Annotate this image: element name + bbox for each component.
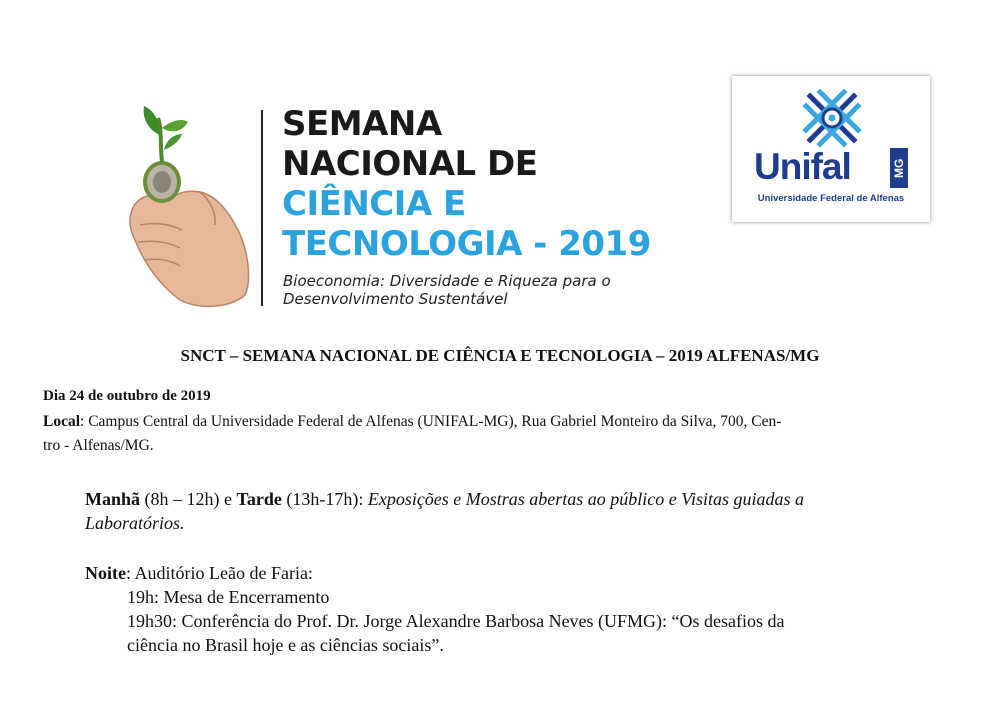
event-subtitle-line: Desenvolvimento Sustentável <box>283 290 508 308</box>
event-schedule <box>85 487 965 657</box>
event-date: Dia 24 de outubro de 2019 <box>43 388 211 404</box>
unifal-emblem-icon <box>802 88 862 148</box>
document-heading: SNCT – SEMANA NACIONAL DE CIÊNCIA E TECNOLOGIA – 2019 ALFENAS/MG <box>180 346 820 365</box>
afternoon-time: (13h-17h): <box>281 489 368 509</box>
day-activities: Exposições e Mostras abertas ao público e Visitas guiadas a <box>367 489 804 509</box>
schedule-item: 19h: Mesa de Encerramento <box>127 587 330 607</box>
event-subtitle-line: Bioeconomia: Diversidade e Riqueza para o <box>283 272 611 290</box>
afternoon-label: Tarde <box>236 489 282 509</box>
event-title <box>282 104 651 264</box>
unifal-full-name: Universidade Federal de Alfenas <box>757 193 905 204</box>
day-activities: Laboratórios. <box>85 513 185 533</box>
logo-divider <box>261 110 263 306</box>
event-title-line: TECNOLOGIA - 2019 <box>282 224 651 264</box>
morning-time: (8h – 12h) e <box>140 489 237 509</box>
morning-label: Manhã <box>85 489 141 509</box>
schedule-item: 19h30: Conferência do Prof. Dr. Jorge Alexandre Barbosa Neves (UFMG): “Os desafios da <box>127 611 785 631</box>
unifal-wordmark: Unifal <box>754 146 851 187</box>
unifal-logo <box>732 76 930 222</box>
event-title-line: NACIONAL DE <box>282 144 538 184</box>
unifal-mg-badge: MG <box>890 148 908 188</box>
event-subtitle <box>283 272 611 308</box>
event-title-line: SEMANA <box>282 104 442 144</box>
schedule-item: ciência no Brasil hoje e as ciências sociais”. <box>127 635 444 655</box>
night-venue: : Auditório Leão de Faria: <box>125 563 313 583</box>
event-title-line: CIÊNCIA E <box>282 184 466 224</box>
event-location <box>43 410 963 458</box>
plant-hand-illustration <box>120 100 260 310</box>
night-label: Noite <box>85 563 126 583</box>
location-text: tro - Alfenas/MG. <box>43 437 154 454</box>
location-text: : Campus Central da Universidade Federal de Alfenas (UNIFAL-MG), Rua Gabriel Monteiro da Silva, 700, Cen- <box>80 413 782 430</box>
location-label: Local <box>43 413 81 430</box>
